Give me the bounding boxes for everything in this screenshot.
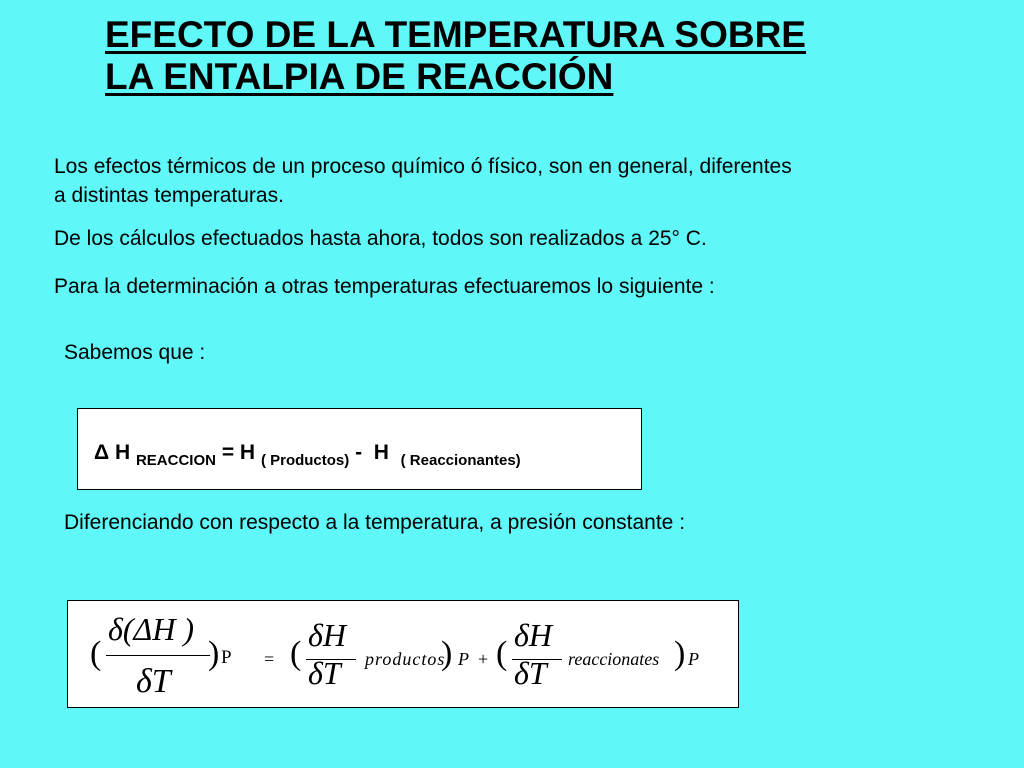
subscript-p-1: P bbox=[221, 647, 232, 668]
fraction-bar-1 bbox=[106, 655, 210, 656]
enthalpy-equation bbox=[94, 441, 521, 469]
label-reaccionates: reaccionates bbox=[568, 649, 660, 669]
title-line-2: LA ENTALPIA DE REACCIÓN bbox=[105, 56, 614, 97]
h-term-2: H bbox=[239, 441, 256, 464]
delta-symbol: Δ bbox=[94, 441, 110, 464]
h-term-1: H bbox=[114, 441, 131, 464]
title-line-1: EFECTO DE LA TEMPERATURA SOBRE bbox=[105, 14, 806, 55]
close-paren-1: ) bbox=[208, 635, 220, 672]
label-productos: productos bbox=[365, 649, 446, 669]
paragraph-intro-line-2: a distintas temperaturas. bbox=[54, 184, 284, 207]
numerator-1: δ(ΔH ) bbox=[108, 611, 195, 647]
close-paren-2: ) bbox=[441, 635, 453, 672]
equals-sign: = bbox=[221, 441, 235, 464]
subscript-productos: ( Productos) bbox=[260, 452, 350, 469]
denominator-2: δT bbox=[308, 655, 341, 691]
paragraph-intro bbox=[54, 152, 792, 210]
paragraph-calculations: De los cálculos efectuados hasta ahora, todos son realizados a 25° C. bbox=[54, 227, 707, 250]
numerator-2: δH bbox=[308, 617, 346, 653]
denominator-1: δT bbox=[136, 663, 171, 700]
enthalpy-equation-box bbox=[77, 408, 642, 490]
close-paren-3: ) bbox=[674, 635, 686, 672]
paragraph-determination: Para la determinación a otras temperaturas efectuaremos lo siguiente : bbox=[54, 275, 715, 298]
open-paren-1: ( bbox=[90, 635, 102, 672]
subscript-reaccion: REACCION bbox=[135, 452, 216, 469]
h-term-3: H bbox=[373, 441, 389, 464]
derivative-equation-box bbox=[67, 600, 739, 708]
slide-title bbox=[105, 14, 1005, 98]
subscript-p-2: P bbox=[458, 649, 469, 669]
paragraph-differentiating: Diferenciando con respecto a la temperatura, a presión constante : bbox=[64, 511, 686, 534]
denominator-3: δT bbox=[514, 655, 547, 691]
minus-sign: - bbox=[355, 441, 363, 464]
plus-sign: + bbox=[478, 649, 489, 669]
open-paren-2: ( bbox=[290, 635, 302, 672]
subscript-p-3: P bbox=[688, 649, 699, 669]
open-paren-3: ( bbox=[496, 635, 508, 672]
paragraph-known: Sabemos que : bbox=[64, 341, 206, 364]
numerator-3: δH bbox=[514, 617, 552, 653]
equals-sign-2: = bbox=[264, 649, 275, 669]
subscript-reaccionantes: ( Reaccionantes) bbox=[400, 452, 521, 469]
paragraph-intro-line-1: Los efectos térmicos de un proceso químico ó físico, son en general, diferentes bbox=[54, 155, 792, 178]
